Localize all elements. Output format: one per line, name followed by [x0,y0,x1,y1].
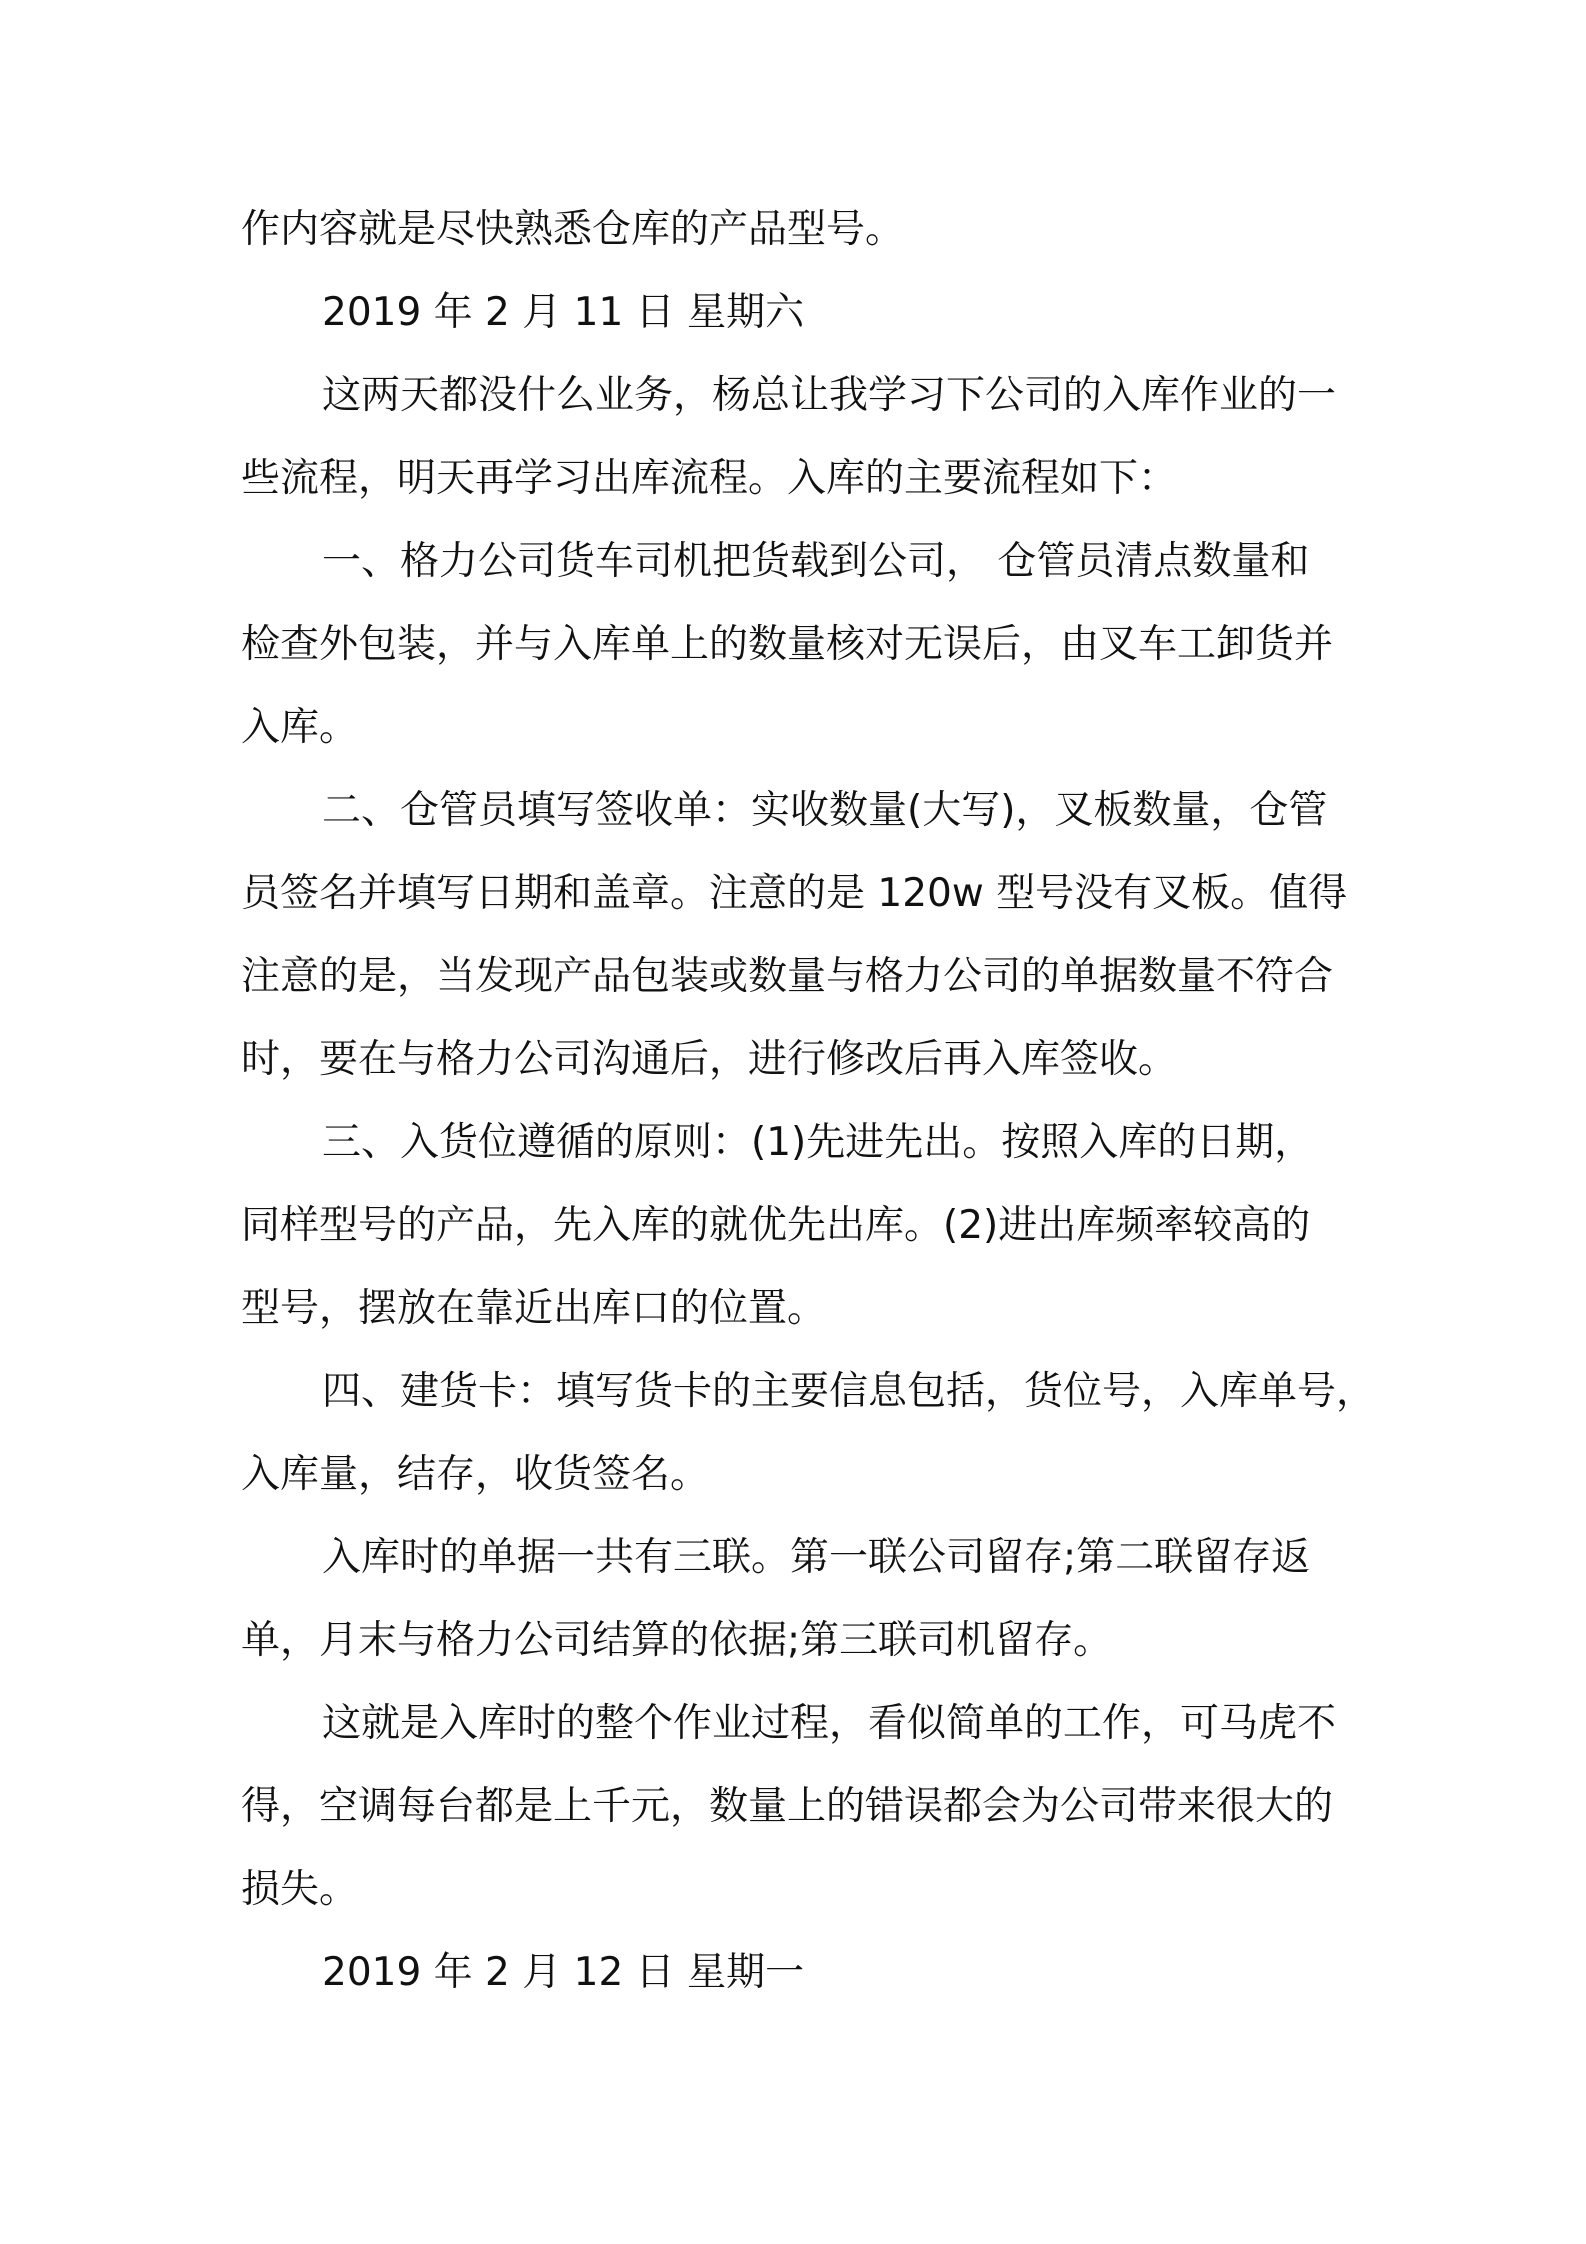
paragraph-line: 二、仓管员填写签收单：实收数量(大写)，叉板数量，仓管 [322,788,1328,833]
paragraph-line: 一、格力公司货车司机把货载到公司， 仓管员清点数量和 [322,539,1310,584]
paragraph-line: 四、建货卡：填写货卡的主要信息包括，货位号，入库单号， [322,1369,1376,1414]
paragraph-line: 同样型号的产品，先入库的就优先出库。(2)进出库频率较高的 [241,1203,1311,1248]
date-heading: 2019 年 2 月 12 日 星期一 [322,1950,805,1995]
paragraph-line: 入库时的单据一共有三联。第一联公司留存;第二联留存返 [322,1535,1311,1580]
paragraph-line: 些流程，明天再学习出库流程。入库的主要流程如下： [241,456,1178,501]
paragraph-line: 这就是入库时的整个作业过程，看似简单的工作，可马虎不 [322,1701,1337,1746]
date-heading: 2019 年 2 月 11 日 星期六 [322,290,805,335]
paragraph-line: 注意的是，当发现产品包装或数量与格力公司的单据数量不符合 [241,954,1334,999]
paragraph-line: 三、入货位遵循的原则：(1)先进先出。按照入库的日期， [322,1120,1314,1165]
paragraph-line: 检查外包装，并与入库单上的数量核对无误后，由叉车工卸货并 [241,622,1334,667]
paragraph-line: 时，要在与格力公司沟通后，进行修改后再入库签收。 [241,1037,1178,1082]
paragraph-line: 得，空调每台都是上千元，数量上的错误都会为公司带来很大的 [241,1784,1334,1829]
paragraph-line: 这两天都没什么业务，杨总让我学习下公司的入库作业的一 [322,373,1337,418]
paragraph-line: 单，月末与格力公司结算的依据;第三联司机留存。 [241,1618,1113,1663]
paragraph-line: 作内容就是尽快熟悉仓库的产品型号。 [241,207,905,252]
paragraph-line: 型号，摆放在靠近出库口的位置。 [241,1286,827,1331]
paragraph-line: 入库量，结存，收货签名。 [241,1452,710,1497]
paragraph-line: 损失。 [241,1867,359,1912]
paragraph-line: 员签名并填写日期和盖章。注意的是 120w 型号没有叉板。值得 [241,871,1348,916]
paragraph-line: 入库。 [241,705,359,750]
